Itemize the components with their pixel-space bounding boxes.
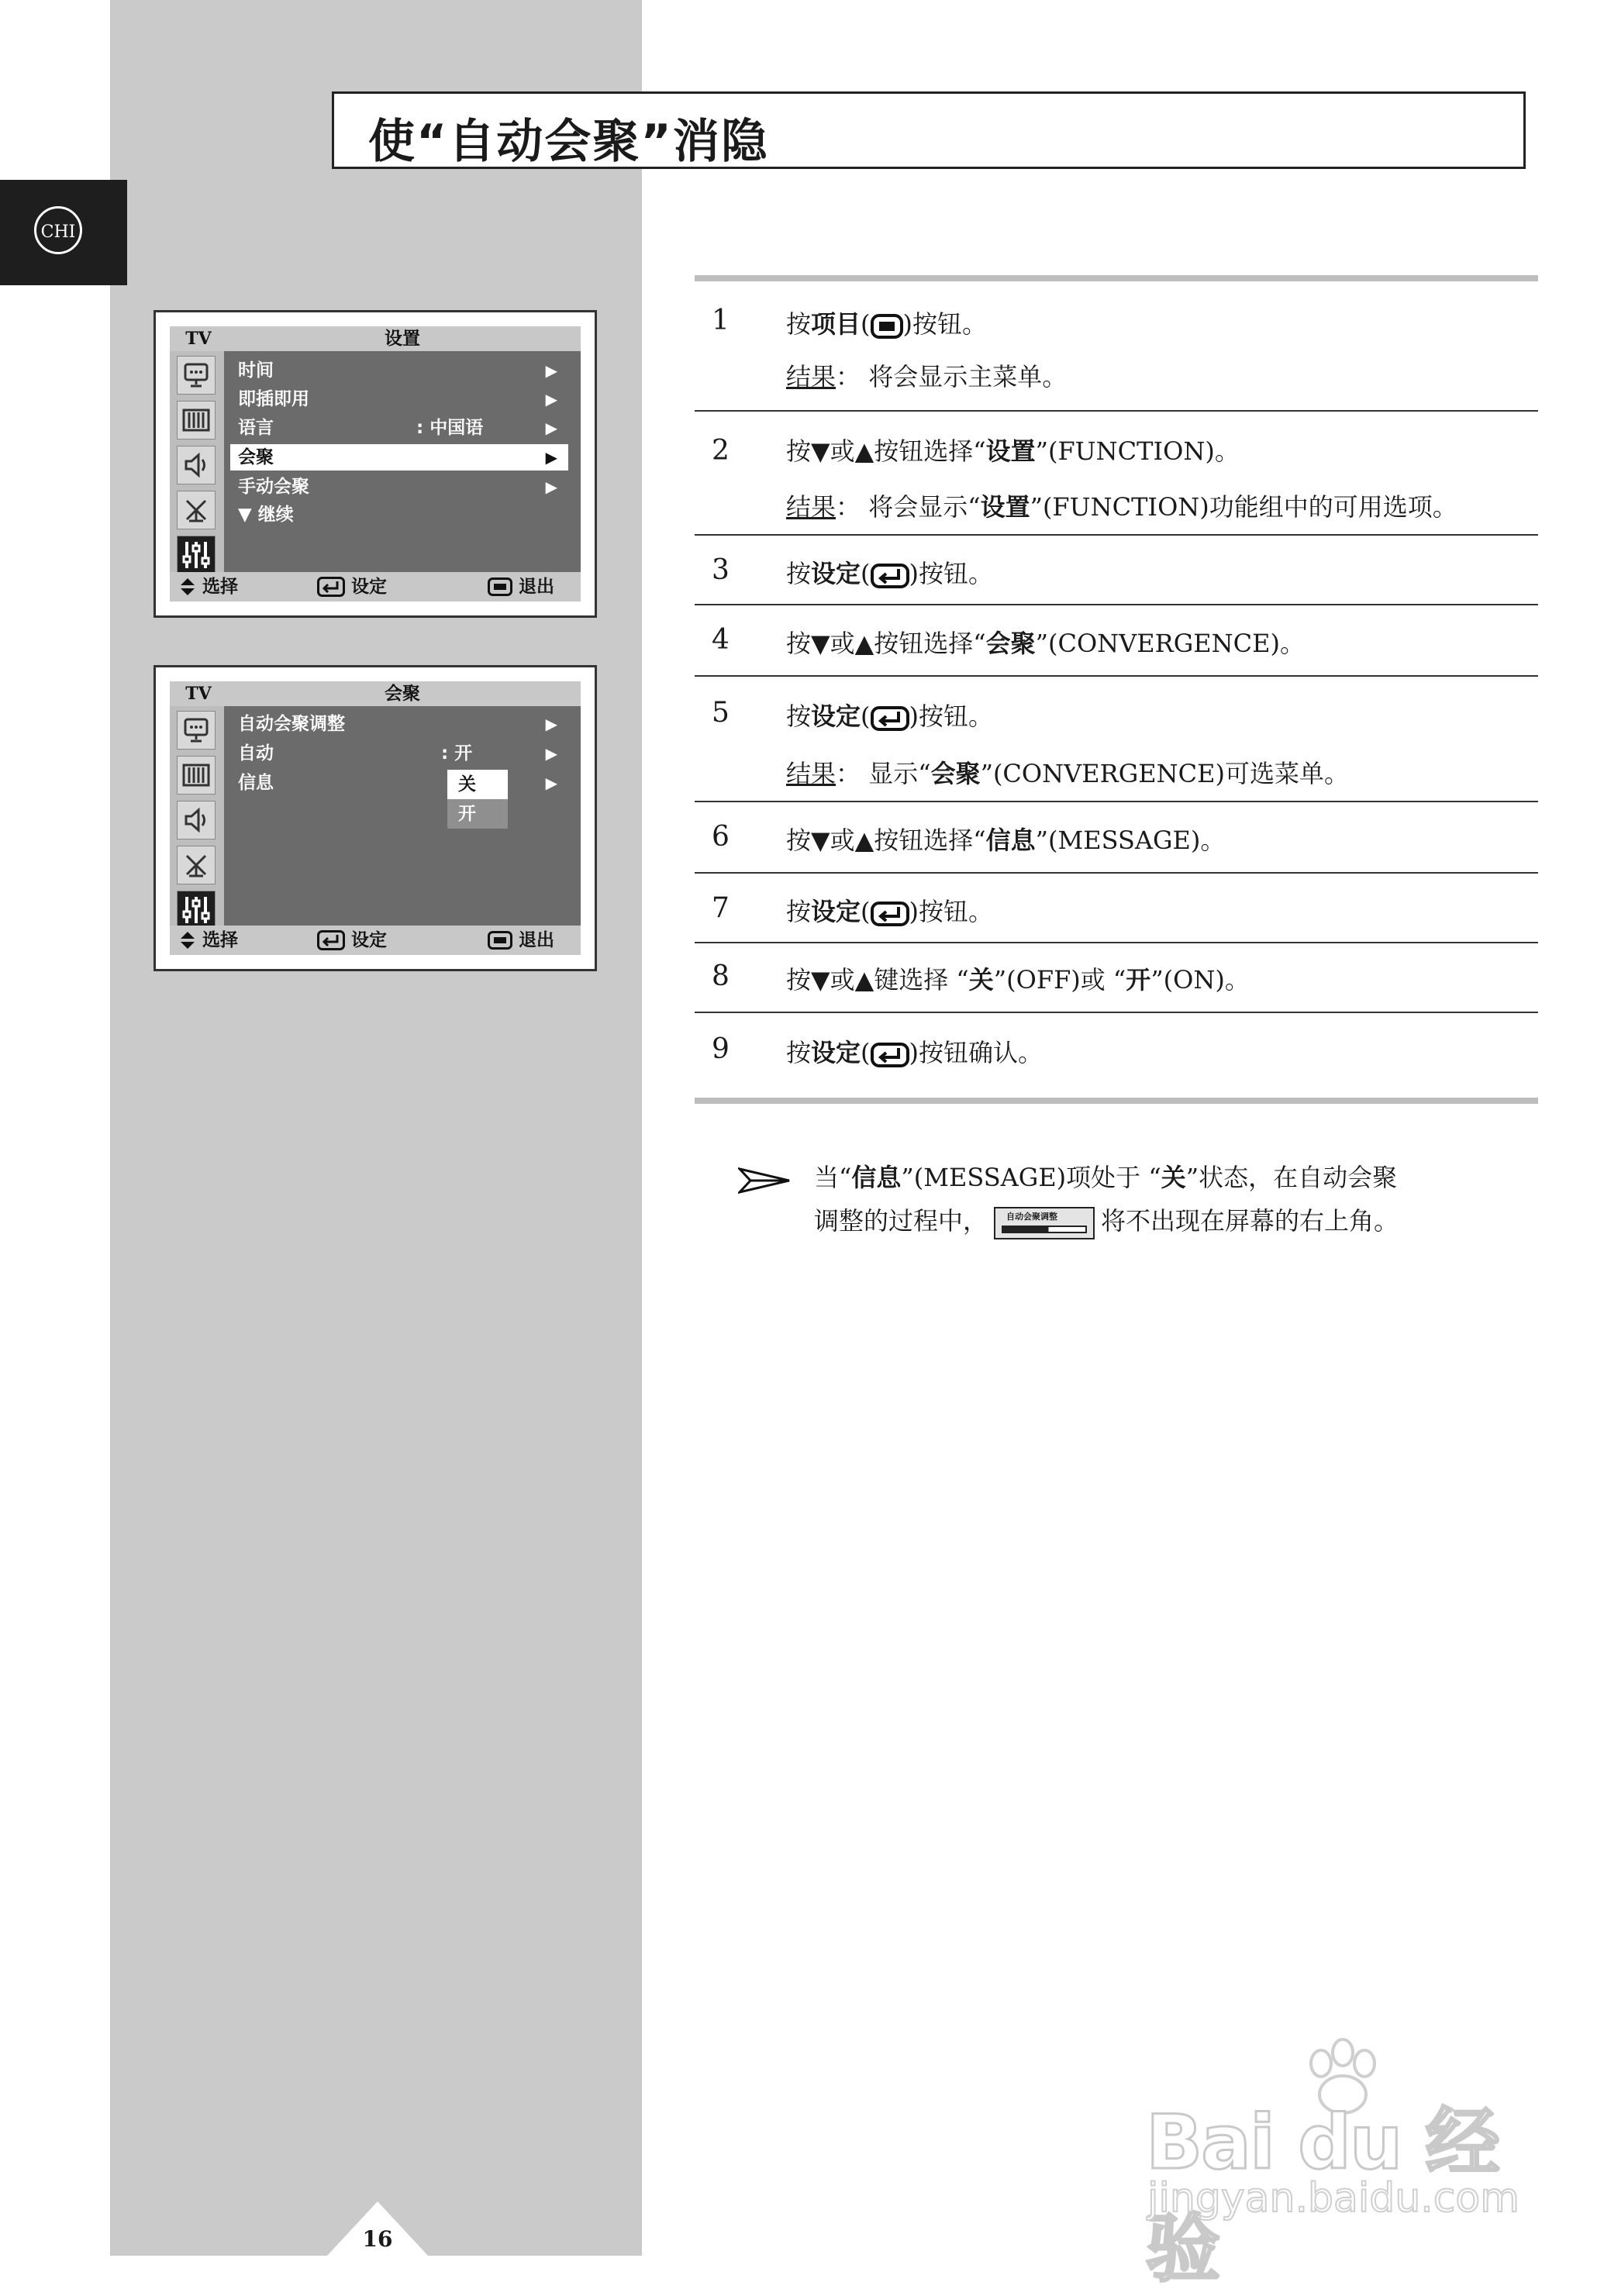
step-number: 9 xyxy=(712,1033,730,1065)
step-7 xyxy=(695,874,1538,943)
enter-icon xyxy=(317,930,345,950)
menu-item-label: 手动会聚 xyxy=(238,477,309,497)
watermark-url: jingyan.baidu.com xyxy=(1147,2175,1519,2222)
enter-icon xyxy=(871,706,909,731)
menu-item-value: : 中国语 xyxy=(416,418,484,438)
step-5 xyxy=(695,677,1538,802)
enter-icon xyxy=(871,564,909,588)
step-number: 7 xyxy=(712,892,730,924)
menu-item-more[interactable] xyxy=(230,502,568,528)
footer-set xyxy=(317,926,387,955)
footer-exit xyxy=(488,572,554,602)
footer-select-label: 选择 xyxy=(202,930,238,950)
menu-item-language[interactable] xyxy=(230,415,568,441)
step-instruction: 按▼或▲按钮选择“设置”(FUNCTION)。 xyxy=(786,436,1240,466)
footer-select xyxy=(179,572,238,602)
menu-tv-label: TV xyxy=(185,684,212,704)
footer-set-label: 设定 xyxy=(351,930,387,950)
option-on[interactable]: 开 xyxy=(458,804,476,824)
step-number: 5 xyxy=(712,697,730,729)
antenna-icon xyxy=(177,491,216,529)
baidu-watermark xyxy=(1146,2037,1533,2292)
step-9 xyxy=(695,1013,1538,1098)
auto-convergence-indicator: 自动会聚调整 xyxy=(994,1207,1095,1239)
step-8 xyxy=(695,943,1538,1013)
menu-item-label: 信息 xyxy=(238,773,274,793)
language-tab xyxy=(0,180,127,285)
sound-bars-icon xyxy=(177,401,216,440)
step-instruction: 按▼或▲键选择 “关”(OFF)或 “开”(ON)。 xyxy=(786,965,1250,995)
menu-item-label: 自动会聚调整 xyxy=(238,714,345,734)
menu-item-time[interactable] xyxy=(230,357,568,384)
step-number: 3 xyxy=(712,554,730,586)
step-6 xyxy=(695,802,1538,874)
step-result: 结果： 将会显示“设置”(FUNCTION)功能组中的可用选项。 xyxy=(786,492,1457,522)
step-instruction: 按设定( )按钮确认。 xyxy=(786,1038,1043,1067)
tv-menu xyxy=(170,681,581,955)
arrow-right-icon: ▶ xyxy=(545,361,557,380)
tv-menu xyxy=(170,326,581,602)
menu-title: 会聚 xyxy=(385,684,420,704)
speaker-icon xyxy=(177,446,216,484)
step-instruction: 按▼或▲按钮选择“信息”(MESSAGE)。 xyxy=(786,826,1226,855)
note-line-1: 当“信息”(MESSAGE)项处于 “关”状态，在自动会聚 xyxy=(814,1163,1398,1192)
note-line-2: 调整的过程中， 自动会聚调整 将不出现在屏幕的右上角。 xyxy=(814,1201,1399,1239)
menu-item-auto-convergence-adjust[interactable] xyxy=(230,711,568,737)
menu-item-label: 自动 xyxy=(238,743,274,764)
menu-item-manual-convergence[interactable] xyxy=(230,474,568,500)
step-instruction: 按项目( )按钮。 xyxy=(786,309,988,339)
step-number: 1 xyxy=(712,305,730,336)
menu-item-label: 会聚 xyxy=(238,447,274,467)
arrow-right-icon: ▶ xyxy=(545,390,557,409)
step-number: 4 xyxy=(712,624,730,656)
step-instruction: 按设定( )按钮。 xyxy=(786,702,994,731)
menu-button-icon xyxy=(488,931,512,950)
arrow-right-icon: ▶ xyxy=(545,774,557,792)
step-result: 结果： 显示“会聚”(CONVERGENCE)可选菜单。 xyxy=(786,759,1349,788)
menu-item-message[interactable] xyxy=(230,770,568,796)
step-4 xyxy=(695,605,1538,677)
step-number: 6 xyxy=(712,821,730,853)
menu-item-label: 语言 xyxy=(238,418,274,438)
step-instruction: 按设定( )按钮。 xyxy=(786,897,994,926)
up-down-arrow-icon xyxy=(179,931,196,950)
step-number: 8 xyxy=(712,960,730,992)
note-arrow-icon xyxy=(738,1167,791,1194)
footer-select-label: 选择 xyxy=(202,577,238,597)
page-title: 使“自动会聚”消隐 xyxy=(368,115,769,169)
arrow-right-icon: ▶ xyxy=(545,744,557,763)
menu-footer xyxy=(170,572,581,602)
step-number: 2 xyxy=(712,435,730,467)
step-instruction: 按设定( )按钮。 xyxy=(786,559,994,588)
function-settings-icon xyxy=(177,536,216,574)
arrow-right-icon: ▶ xyxy=(545,419,557,437)
menu-item-plug-and-play[interactable] xyxy=(230,386,568,412)
speaker-icon xyxy=(177,801,216,839)
step-result: 结果： 将会显示主菜单。 xyxy=(786,362,1068,391)
menu-footer xyxy=(170,926,581,955)
enter-icon xyxy=(871,902,909,926)
arrow-right-icon: ▶ xyxy=(545,715,557,733)
menu-item-label: 即插即用 xyxy=(238,389,309,409)
message-options-popup xyxy=(447,770,508,829)
menu-item-convergence[interactable] xyxy=(230,444,568,471)
page-number: 16 xyxy=(362,2226,393,2252)
menu-header xyxy=(170,681,581,706)
footer-set xyxy=(317,572,387,602)
menu-screenshot-convergence xyxy=(154,665,597,971)
menu-item-label: ▼ 继续 xyxy=(238,505,294,525)
sound-bars-icon xyxy=(177,756,216,795)
antenna-icon xyxy=(177,846,216,884)
menu-tv-label: TV xyxy=(185,329,212,349)
steps-bottom-rule xyxy=(695,1098,1538,1104)
footer-exit xyxy=(488,926,554,955)
step-instruction: 按▼或▲按钮选择“会聚”(CONVERGENCE)。 xyxy=(786,629,1305,658)
language-label: CHI xyxy=(34,206,82,254)
menu-button-icon xyxy=(871,314,903,339)
arrow-right-icon: ▶ xyxy=(545,477,557,496)
footer-exit-label: 退出 xyxy=(519,577,554,597)
picture-icon xyxy=(177,711,216,750)
picture-icon xyxy=(177,356,216,395)
menu-item-auto[interactable] xyxy=(230,740,568,767)
footer-select xyxy=(179,926,238,955)
menu-sidebar xyxy=(170,351,224,572)
step-3 xyxy=(695,536,1538,605)
steps-top-rule xyxy=(695,275,1538,281)
enter-icon xyxy=(871,1043,909,1067)
function-settings-icon xyxy=(177,891,216,929)
footer-set-label: 设定 xyxy=(351,577,387,597)
footer-exit-label: 退出 xyxy=(519,930,554,950)
menu-item-value: : 开 xyxy=(441,743,473,764)
menu-sidebar xyxy=(170,706,224,926)
menu-title: 设置 xyxy=(385,329,420,349)
option-off[interactable]: 关 xyxy=(447,770,508,799)
step-2 xyxy=(695,412,1538,536)
step-1 xyxy=(695,281,1538,412)
title-box xyxy=(332,91,1526,169)
arrow-right-icon: ▶ xyxy=(545,448,557,467)
menu-header xyxy=(170,326,581,351)
menu-screenshot-function xyxy=(154,310,597,618)
enter-icon xyxy=(317,577,345,597)
menu-item-label: 时间 xyxy=(238,360,274,381)
menu-button-icon xyxy=(488,577,512,596)
watermark-logo: Bai du 经验 xyxy=(1146,2099,1499,2292)
up-down-arrow-icon xyxy=(179,577,196,596)
